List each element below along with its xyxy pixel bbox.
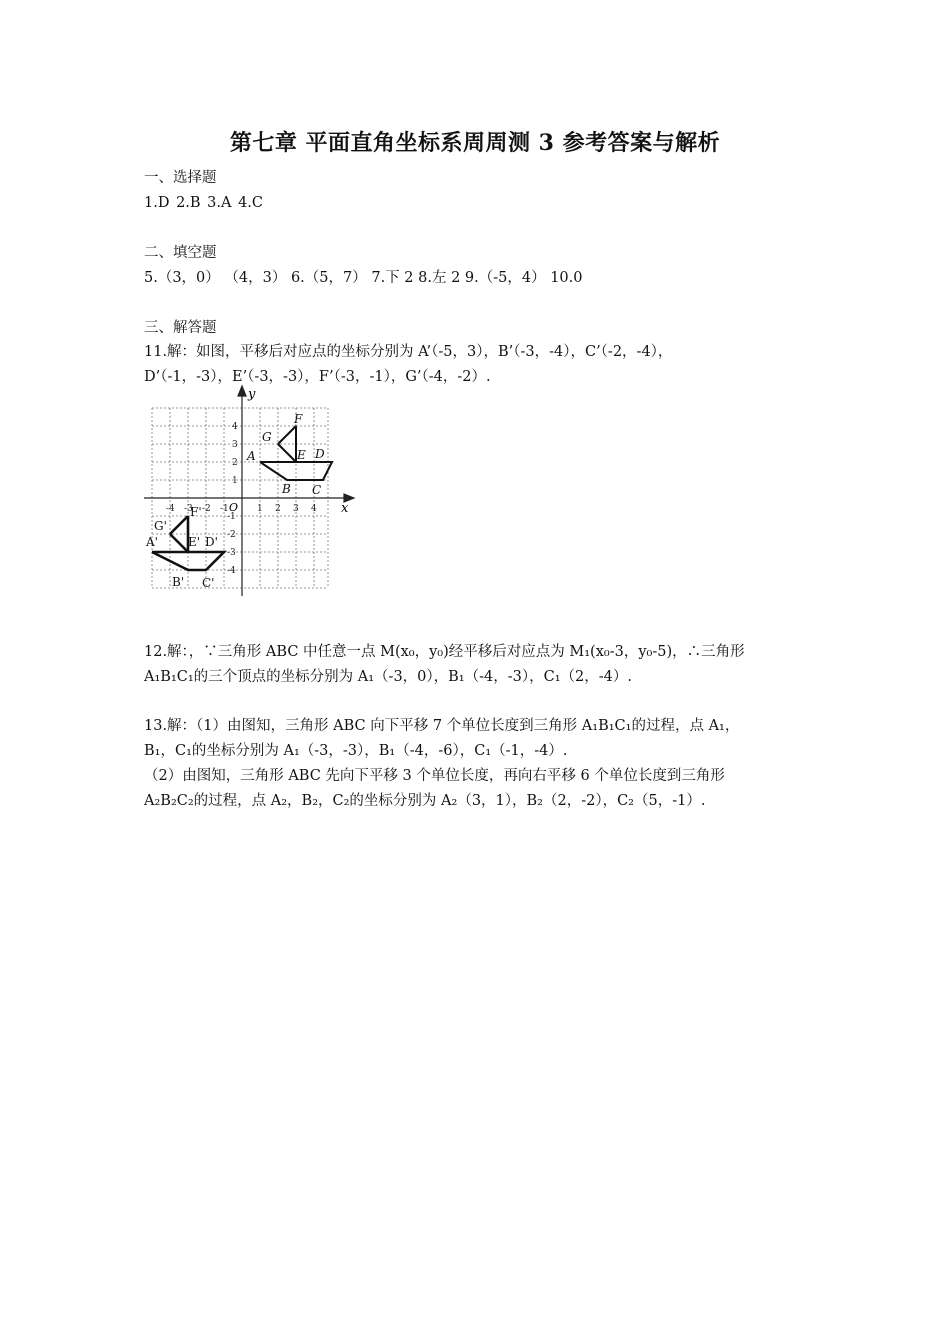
q11-line-1: 11.解：如图，平移后对应点的坐标分别为 A’（-5，3），B’（-3，-4），C’（-2，-4），	[144, 344, 673, 360]
label-B: B	[282, 482, 291, 496]
q13-line-3: （2）由图知，三角形 ABC 先向下平移 3 个单位长度，再向右平移 6 个单位长度到三角形	[144, 768, 725, 784]
origin-label: O	[229, 501, 239, 514]
label-F-prime: F'	[190, 505, 202, 519]
coordinate-figure	[144, 382, 370, 596]
section-1-answers: 1.D 2.B 3.A 4.C	[144, 195, 264, 211]
section-2-heading: 二、填空题	[144, 245, 217, 261]
y-tick: 2	[232, 458, 238, 468]
label-E-prime: E'	[188, 535, 201, 549]
x-tick: -1	[220, 504, 229, 514]
x-axis-label: x	[341, 501, 349, 516]
original-labels	[246, 412, 325, 497]
x-tick: -4	[166, 504, 175, 514]
x-tick: 1	[257, 504, 263, 514]
q13-line-1: 13.解：（1）由图知，三角形 ABC 向下平移 7 个单位长度到三角形 A₁B₁C₁的过程，点 A₁，	[144, 718, 740, 734]
y-tick-labels	[227, 422, 238, 576]
label-B-prime: B'	[172, 575, 185, 589]
y-tick: 4	[232, 422, 238, 432]
label-D-prime: D'	[205, 535, 218, 549]
section-3-heading: 三、解答题	[144, 320, 217, 336]
label-A: A	[247, 449, 256, 463]
y-tick: -4	[227, 566, 236, 576]
section-1-heading: 一、选择题	[144, 170, 217, 186]
x-tick: 4	[311, 504, 317, 514]
q12-line-2: A₁B₁C₁的三个顶点的坐标分别为 A₁（-3，0），B₁（-4，-3），C₁（2，-4）.	[144, 669, 632, 685]
label-C: C	[312, 483, 322, 497]
y-tick: 3	[232, 440, 238, 450]
y-tick: -1	[227, 512, 236, 522]
page-title: 第七章 平面直角坐标系周周测 3 参考答案与解析	[229, 130, 721, 156]
q13-line-4: A₂B₂C₂的过程，点 A₂，B₂，C₂的坐标分别为 A₂（3，1），B₂（2，-2），C₂（5，-1）.	[144, 793, 706, 809]
x-tick: 2	[275, 504, 281, 514]
y-tick: -2	[227, 530, 236, 540]
label-G-prime: G'	[154, 519, 167, 533]
q11-line-2: D’（-1，-3），E’（-3，-3），F’（-3，-1），G’（-4，-2）.	[144, 369, 491, 385]
x-tick: -2	[202, 504, 211, 514]
x-tick: 3	[293, 504, 299, 514]
label-F: F	[294, 412, 303, 426]
y-axis-label: y	[248, 387, 256, 402]
section-2-answers: 5.（3，0） （4，3） 6.（5，7） 7.下 2 8.左 2 9.（-5，4） 10.0	[144, 270, 583, 286]
translated-labels	[145, 505, 218, 590]
x-tick: -3	[184, 504, 193, 514]
q13-line-2: B₁，C₁的坐标分别为 A₁（-3，-3），B₁（-4，-6），C₁（-1，-4）.	[144, 743, 568, 759]
label-G: G	[262, 430, 272, 444]
y-tick: -3	[227, 548, 236, 558]
label-D: D	[315, 447, 325, 461]
q12-line-1: 12.解：，∵三角形 ABC 中任意一点 M(x₀，y₀)经平移后对应点为 M₁(x₀-3，y₀-5)，∴三角形	[144, 644, 745, 660]
y-tick: 1	[232, 476, 238, 486]
label-E: E	[297, 448, 306, 462]
label-C-prime: C'	[202, 576, 215, 590]
label-A-prime: A'	[146, 535, 158, 549]
